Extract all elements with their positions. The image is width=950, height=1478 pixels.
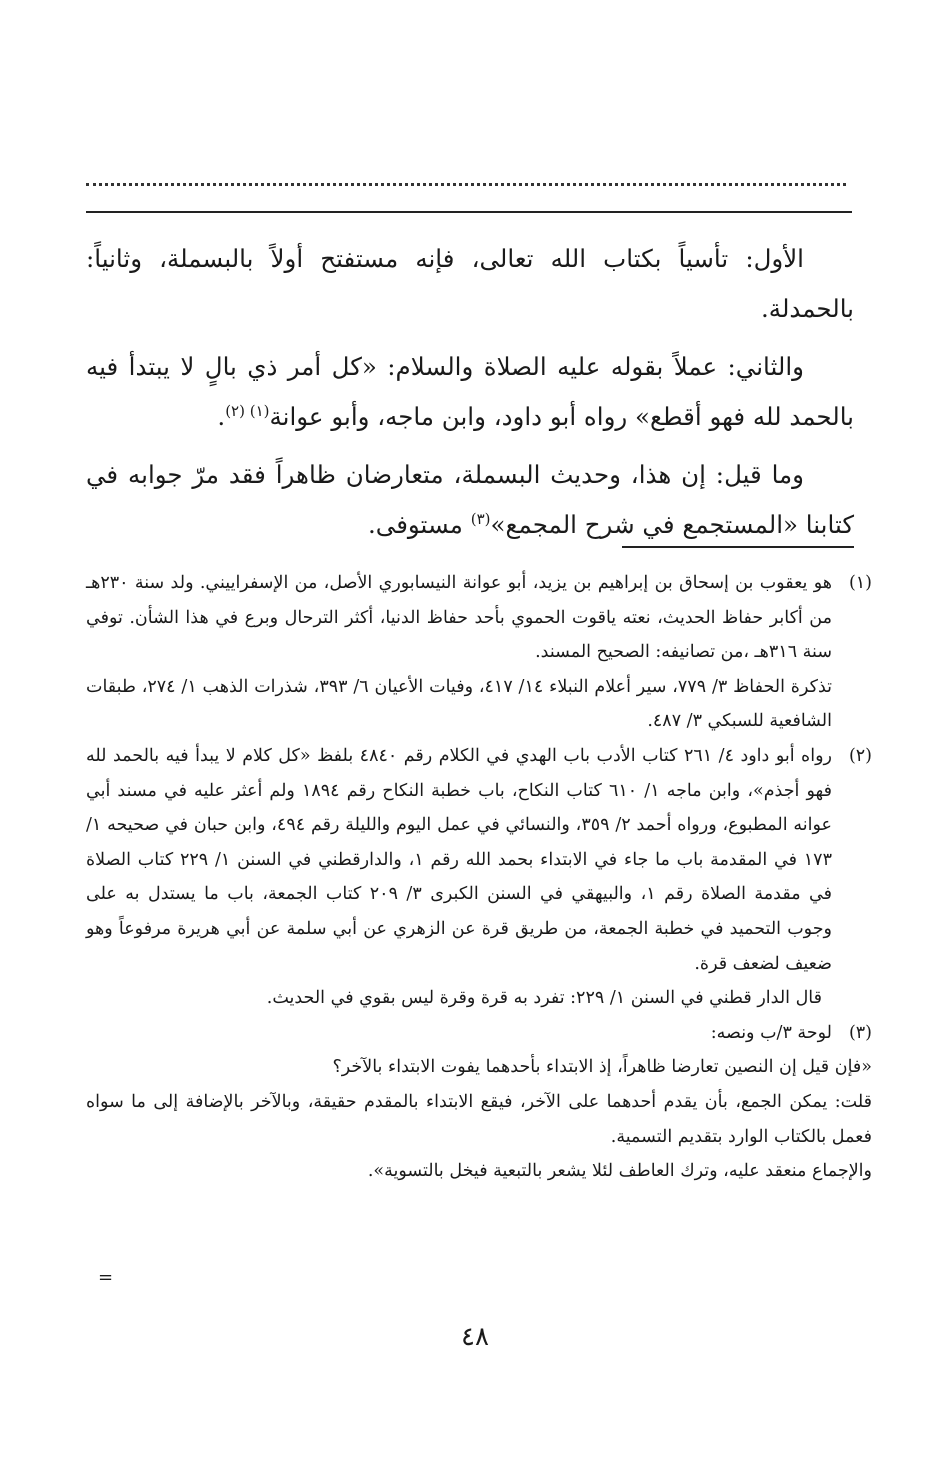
paragraph-first: الأول: تأسياً بكتاب الله تعالى، فإنه مستفتح أولاً بالبسملة، وثانياً: بالحمدلة. [86, 244, 854, 323]
footnote-rule [622, 546, 854, 548]
footnote-ref-3: (٣) [470, 509, 491, 528]
page-number: ٤٨ [461, 1322, 489, 1352]
dotted-separator [86, 166, 846, 186]
footnote-2 [86, 739, 872, 1016]
header-rule [86, 211, 852, 213]
footnote-line: قال الدار قطني في السنن ١/ ٢٢٩: تفرد به قرة وقرة ليس بقوي في الحديث. [266, 988, 822, 1009]
continuation-mark: = [98, 1267, 114, 1288]
footnote-line: هو يعقوب بن إسحاق بن إبراهيم بن يزيد، أبو عوانة النيسابوري الأصل، من الإسفراييني. ولد سنة ٢٣٠هـ من أكابر حفاظ الحديث، نعته ياقوت الحموي بأحد حفاظ الدنيا، أكثر الترحال وبرع في هذا الشأن. توفي سنة ٣١٦هـ ،من تصانيفه: الصحيح المسند. [86, 573, 832, 663]
paragraph-third: وما قيل: إن هذا، وحديث البسملة، متعارضان ظاهراً فقد مرّ جوابه في كتابنا «المستجمع في شرح المجمع»$^{(٣)}$ مستوفى. [86, 460, 854, 539]
footnote-number: (١) [848, 573, 872, 593]
footnote-3 [86, 1016, 872, 1189]
footnote-line: والإجماع منعقد عليه، وترك العاطف لئلا يشعر بالتبعية فيخل بالتسوية». [367, 1161, 872, 1182]
footnote-line: «فإن قيل إن النصين تعارضا ظاهراً، إذ الابتداء بأحدهما يفوت الابتداء بالآخر؟ [332, 1057, 872, 1078]
footnote-line: رواه أبو داود ٤/ ٢٦١ كتاب الأدب باب الهدي في الكلام رقم ٤٨٤٠ بلفظ «كل كلام لا يبدأ فيه بالحمد لله فهو أجذم»، وابن ماجه ١/ ٦١٠ كتاب النكاح، باب خطبة النكاح رقم ١٨٩٤ ولم أعثر عليه في مسند أبي عوانه المطبوع، ورواه أحمد ٢/ ٣٥٩، والنسائي في عمل اليوم والليلة رقم ٤٩٤، وابن حبان في صحيحه ١/ ١٧٣ في المقدمة باب ما جاء في الابتداء بحمد الله رقم ١، والدارقطني في السنن ١/ ٢٢٩ كتاب الصلاة في مقدمة الصلاة رقم ١، والبيهقي في السنن الكبرى ٣/ ٢٠٩ كتاب الجمعة، باب ما يستدل به على وجوب التحميد في خطبة الجمعة، من طريق قرة عن الزهري عن أبي سلمة عن أبي هريرة مرفوعاً وهو ضعيف لضعف قرة. [86, 745, 832, 974]
paragraph-second: والثاني: عملاً بقوله عليه الصلاة والسلام: «كل أمر ذي بالٍ لا يبتدأ فيه بالحمد لله فهو أقطع» رواه أبو داود، وابن ماجه، وأبو عوانة$^{(١) (٢)}$. [86, 352, 854, 431]
footnote-number: (٢) [848, 745, 872, 766]
footnote-ref-1-2: (١) (٢) [225, 401, 270, 420]
footnote-line: قلت: يمكن الجمع، بأن يقدم أحدهما على الآخر، فيقع الابتداء بالمقدم حقيقة، وبالآخر بالإضافة إلى ما سواه فعمل بالكتاب الوارد بتقديم التسمية. [86, 1091, 872, 1147]
main-text [86, 234, 854, 550]
footnote-number: (٣) [848, 1022, 872, 1043]
footnotes [86, 566, 872, 1189]
footnote-line: تذكرة الحفاظ ٣/ ٧٧٩، سير أعلام النبلاء ١٤/ ٤١٧، وفيات الأعيان ٦/ ٣٩٣، شذرات الذهب ١/ ٢٧٤، طبقات الشافعية للسبكي ٣/ ٤٨٧. [86, 676, 833, 732]
footnote-1 [86, 566, 872, 739]
footnote-line: لوحة ٣/ب ونصه: [710, 1022, 832, 1043]
